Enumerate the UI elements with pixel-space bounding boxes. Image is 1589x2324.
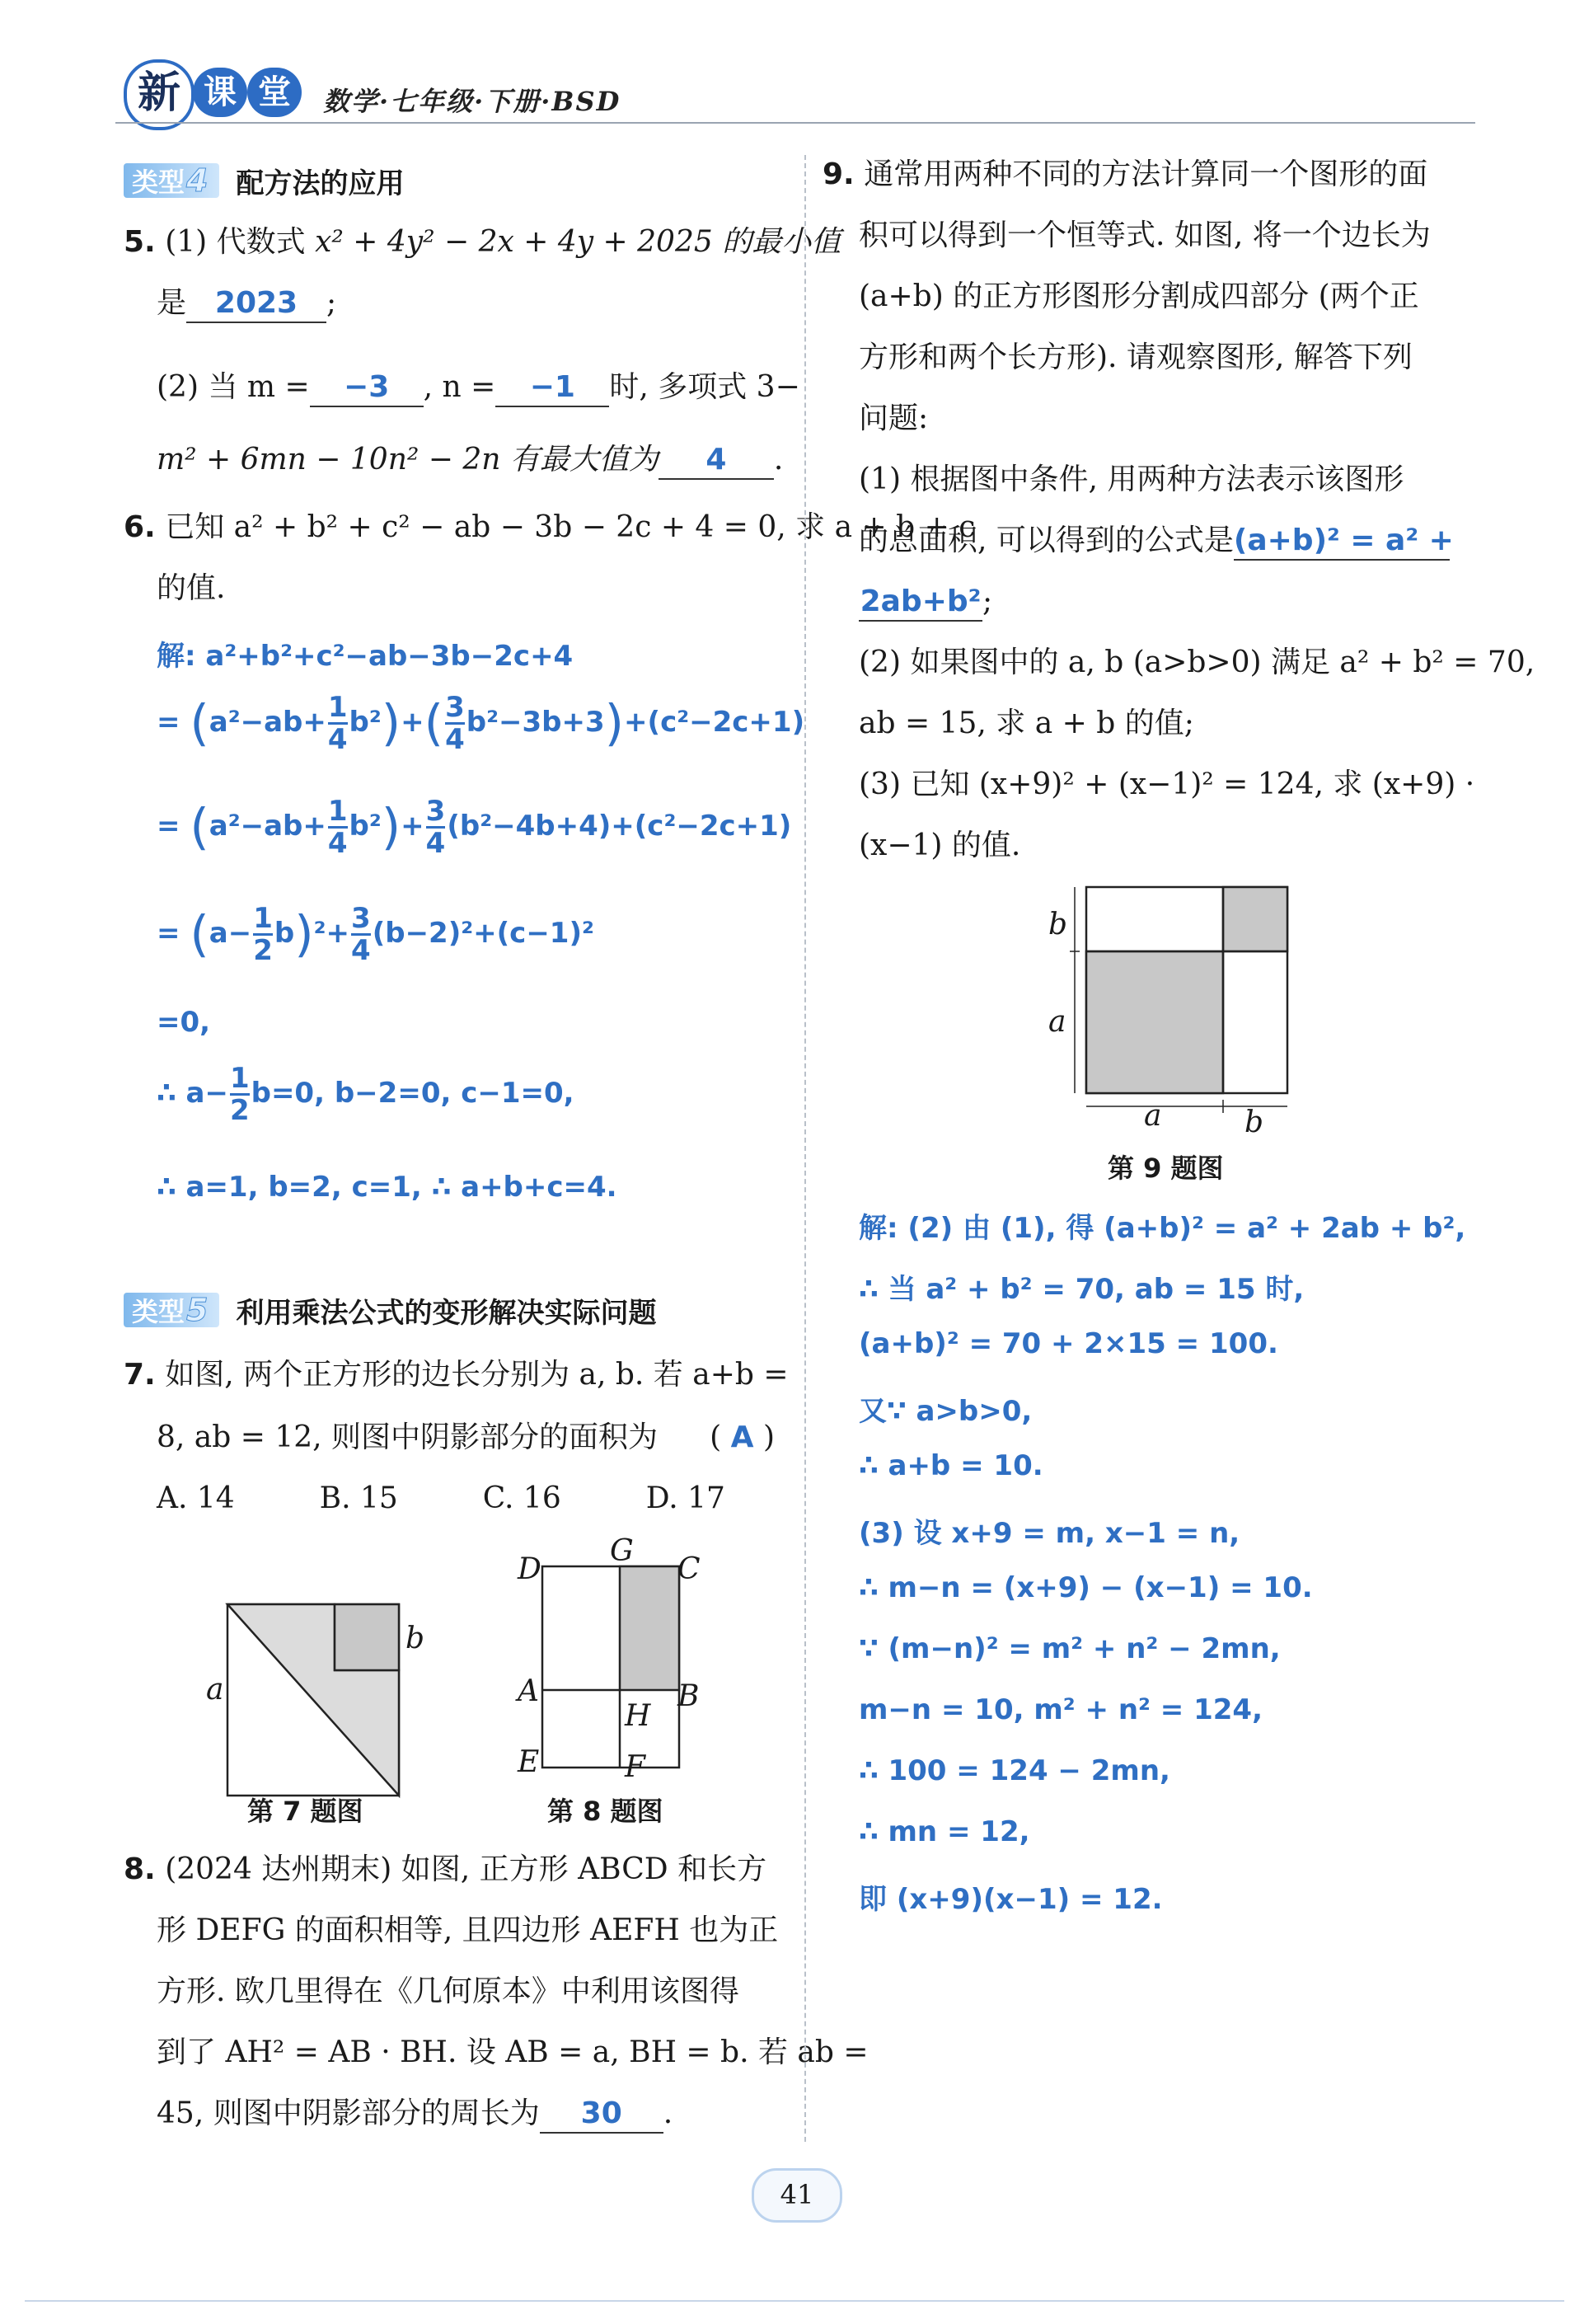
figure-7-label-a: a xyxy=(206,1673,224,1707)
question-9-line: 9. 通常用两种不同的方法计算同一个图形的面 xyxy=(823,157,1428,191)
question-6-stem: 6. 已知 a² + b² + c² − ab − 3b − 2c + 4 = 0, 求 a + b + c xyxy=(124,510,976,544)
solution-9-line: ∴ a+b = 10. xyxy=(859,1449,1043,1482)
solution-6-line: ∴ a− $\frac{1}{2}$ b=0, b−2=0, c−1=0, xyxy=(157,1062,574,1127)
question-9-line: 方形和两个长方形). 请观察图形, 解答下列 xyxy=(859,340,1413,374)
section-heading xyxy=(124,1291,656,1329)
solution-6-line: = (a− $\frac{1}{2}$ b)²+ $\frac{3}{4}$ (b−2)²+(c−1)² xyxy=(157,902,594,967)
question-8-line: 到了 AH² = AB · BH. 设 AB = a, BH = b. 若 ab = xyxy=(157,2035,869,2069)
question-9-line: (a+b) 的正方形图形分割成四部分 (两个正 xyxy=(859,279,1419,313)
question-5-line-2: 是 2023 ; xyxy=(157,285,336,323)
section-tag: 类型4 xyxy=(124,163,219,198)
brand-logo xyxy=(124,63,313,120)
figure-8-label: B xyxy=(677,1679,700,1713)
figure-8-caption: 第 8 题图 xyxy=(547,1796,663,1827)
page-number: 41 xyxy=(752,2168,842,2223)
question-9-line: 2ab+b²; xyxy=(859,584,992,622)
question-8-line: 8. (2024 达州期末) 如图, 正方形 ABCD 和长方 xyxy=(124,1852,767,1886)
question-9-line: 积可以得到一个恒等式. 如图, 将一个边长为 xyxy=(859,218,1431,252)
solution-6-line: = (a²−ab+ $\frac{1}{4}$ b²)+ $\frac{3}{4}$ (b²−4b+4)+(c²−2c+1) xyxy=(157,795,792,860)
figure-8-label: F xyxy=(625,1750,645,1784)
figure-8-label: H xyxy=(625,1699,651,1733)
solution-9-line: (3) 设 x+9 = m, x−1 = n, xyxy=(859,1517,1240,1550)
option: A. 14 xyxy=(157,1481,235,1515)
question-8-line: 45, 则图中阴影部分的周长为 30 . xyxy=(157,2096,673,2134)
figure-7 xyxy=(206,1591,420,1814)
solution-9-line: ∴ mn = 12, xyxy=(859,1815,1030,1848)
solution-6-line: ∴ a=1, b=2, c=1, ∴ a+b+c=4. xyxy=(157,1171,617,1204)
answer-5-n: −1 xyxy=(529,370,575,404)
solution-6-line: 解: a²+b²+c²−ab−3b−2c+4 xyxy=(157,640,574,673)
section-title: 配方法的应用 xyxy=(236,167,405,200)
section-heading xyxy=(124,162,404,200)
question-9-line: 的总面积, 可以得到的公式是(a+b)² = a² + xyxy=(859,523,1450,561)
question-7-options xyxy=(157,1481,775,1517)
question-9-line: (x−1) 的值. xyxy=(859,829,1021,862)
question-5-line-3: (2) 当 m = −3 , n = −1 时, 多项式 3− xyxy=(157,369,800,407)
figure-8-label: C xyxy=(677,1552,701,1586)
question-7-stem: 7. 如图, 两个正方形的边长分别为 a, b. 若 a+b = xyxy=(124,1358,789,1392)
logo-char: 课 xyxy=(193,68,247,117)
question-8-line: 方形. 欧几里得在《几何原本》中利用该图得 xyxy=(157,1974,739,2008)
figure-9 xyxy=(1047,879,1302,1143)
figure-9-label-a: a xyxy=(1048,1005,1066,1039)
header-divider xyxy=(115,122,1475,124)
figure-9-label-b: b xyxy=(1244,1106,1264,1139)
solution-9-line: ∵ (m−n)² = m² + n² − 2mn, xyxy=(859,1632,1281,1665)
answer-9-1b: 2ab+b² xyxy=(860,585,982,618)
footer-rule xyxy=(25,2300,1564,2302)
question-5-line-1: 5. (1) 代数式 x² + 4y² − 2x + 4y + 2025 的最小值 xyxy=(124,225,841,259)
solution-9-line: m−n = 10, m² + n² = 124, xyxy=(859,1693,1263,1726)
figure-8-label: D xyxy=(518,1552,541,1586)
option: D. 17 xyxy=(645,1481,725,1515)
answer-7: A xyxy=(730,1420,754,1454)
question-9-line: (1) 根据图中条件, 用两种方法表示该图形 xyxy=(859,462,1404,496)
question-8-line: 形 DEFG 的面积相等, 且四边形 AEFH 也为正 xyxy=(157,1913,779,1947)
logo-char: 新 xyxy=(124,59,195,130)
figure-9-label-a: a xyxy=(1144,1099,1162,1133)
question-9-line: 问题: xyxy=(859,401,929,435)
question-6-stem-2: 的值. xyxy=(157,571,226,605)
figure-9-label-b: b xyxy=(1048,908,1068,941)
answer-8: 30 xyxy=(580,2096,622,2130)
solution-9-line: 即 (x+9)(x−1) = 12. xyxy=(859,1883,1163,1916)
logo-char: 堂 xyxy=(247,68,302,117)
solution-9-line: ∴ 100 = 124 − 2mn, xyxy=(859,1754,1170,1787)
figure-7-label-b: b xyxy=(405,1622,425,1655)
question-9-line: (3) 已知 (x+9)² + (x−1)² = 124, 求 (x+9) · xyxy=(859,768,1475,801)
question-9-line: (2) 如果图中的 a, b (a>b>0) 满足 a² + b² = 70, xyxy=(859,646,1535,679)
figure-7-caption: 第 7 题图 xyxy=(247,1796,363,1827)
solution-9-line: (a+b)² = 70 + 2×15 = 100. xyxy=(859,1327,1278,1360)
option: C. 16 xyxy=(482,1481,561,1515)
section-title: 利用乘法公式的变形解决实际问题 xyxy=(236,1296,657,1330)
solution-9-line: 解: (2) 由 (1), 得 (a+b)² = a² + 2ab + b², xyxy=(859,1212,1466,1245)
solution-9-line: ∴ 当 a² + b² = 70, ab = 15 时, xyxy=(859,1273,1305,1306)
solution-6-line: =0, xyxy=(157,1006,211,1039)
solution-9-line: 又∵ a>b>0, xyxy=(859,1395,1033,1428)
answer-5-1: 2023 xyxy=(214,286,298,320)
figure-9-caption: 第 9 题图 xyxy=(1108,1153,1224,1184)
column-divider xyxy=(804,155,806,2142)
answer-5-m: −3 xyxy=(344,370,390,404)
figure-8-label: A xyxy=(518,1674,539,1708)
answer-5-2: 4 xyxy=(705,443,727,477)
question-5-line-4: m² + 6mn − 10n² − 2n 有最大值为 4 . xyxy=(157,442,783,480)
answer-9-1a: (a+b)² = a² + xyxy=(1233,523,1454,557)
header-subtitle: 数学·七年级·下册·BSD xyxy=(323,86,621,117)
option: B. 15 xyxy=(319,1481,398,1515)
solution-9-line: ∴ m−n = (x+9) − (x−1) = 10. xyxy=(859,1571,1313,1604)
question-9-line: ab = 15, 求 a + b 的值; xyxy=(859,707,1194,740)
solution-6-line: = (a²−ab+ $\frac{1}{4}$ b²)+( $\frac{3}{4}$ b²−3b+3)+(c²−2c+1) xyxy=(157,691,805,756)
section-tag: 类型5 xyxy=(124,1293,219,1327)
question-7-stem-2: 8, ab = 12, 则图中阴影部分的面积为 ( A ) xyxy=(157,1420,775,1454)
figure-8-label: E xyxy=(518,1745,540,1779)
figure-8-label: G xyxy=(610,1534,634,1568)
